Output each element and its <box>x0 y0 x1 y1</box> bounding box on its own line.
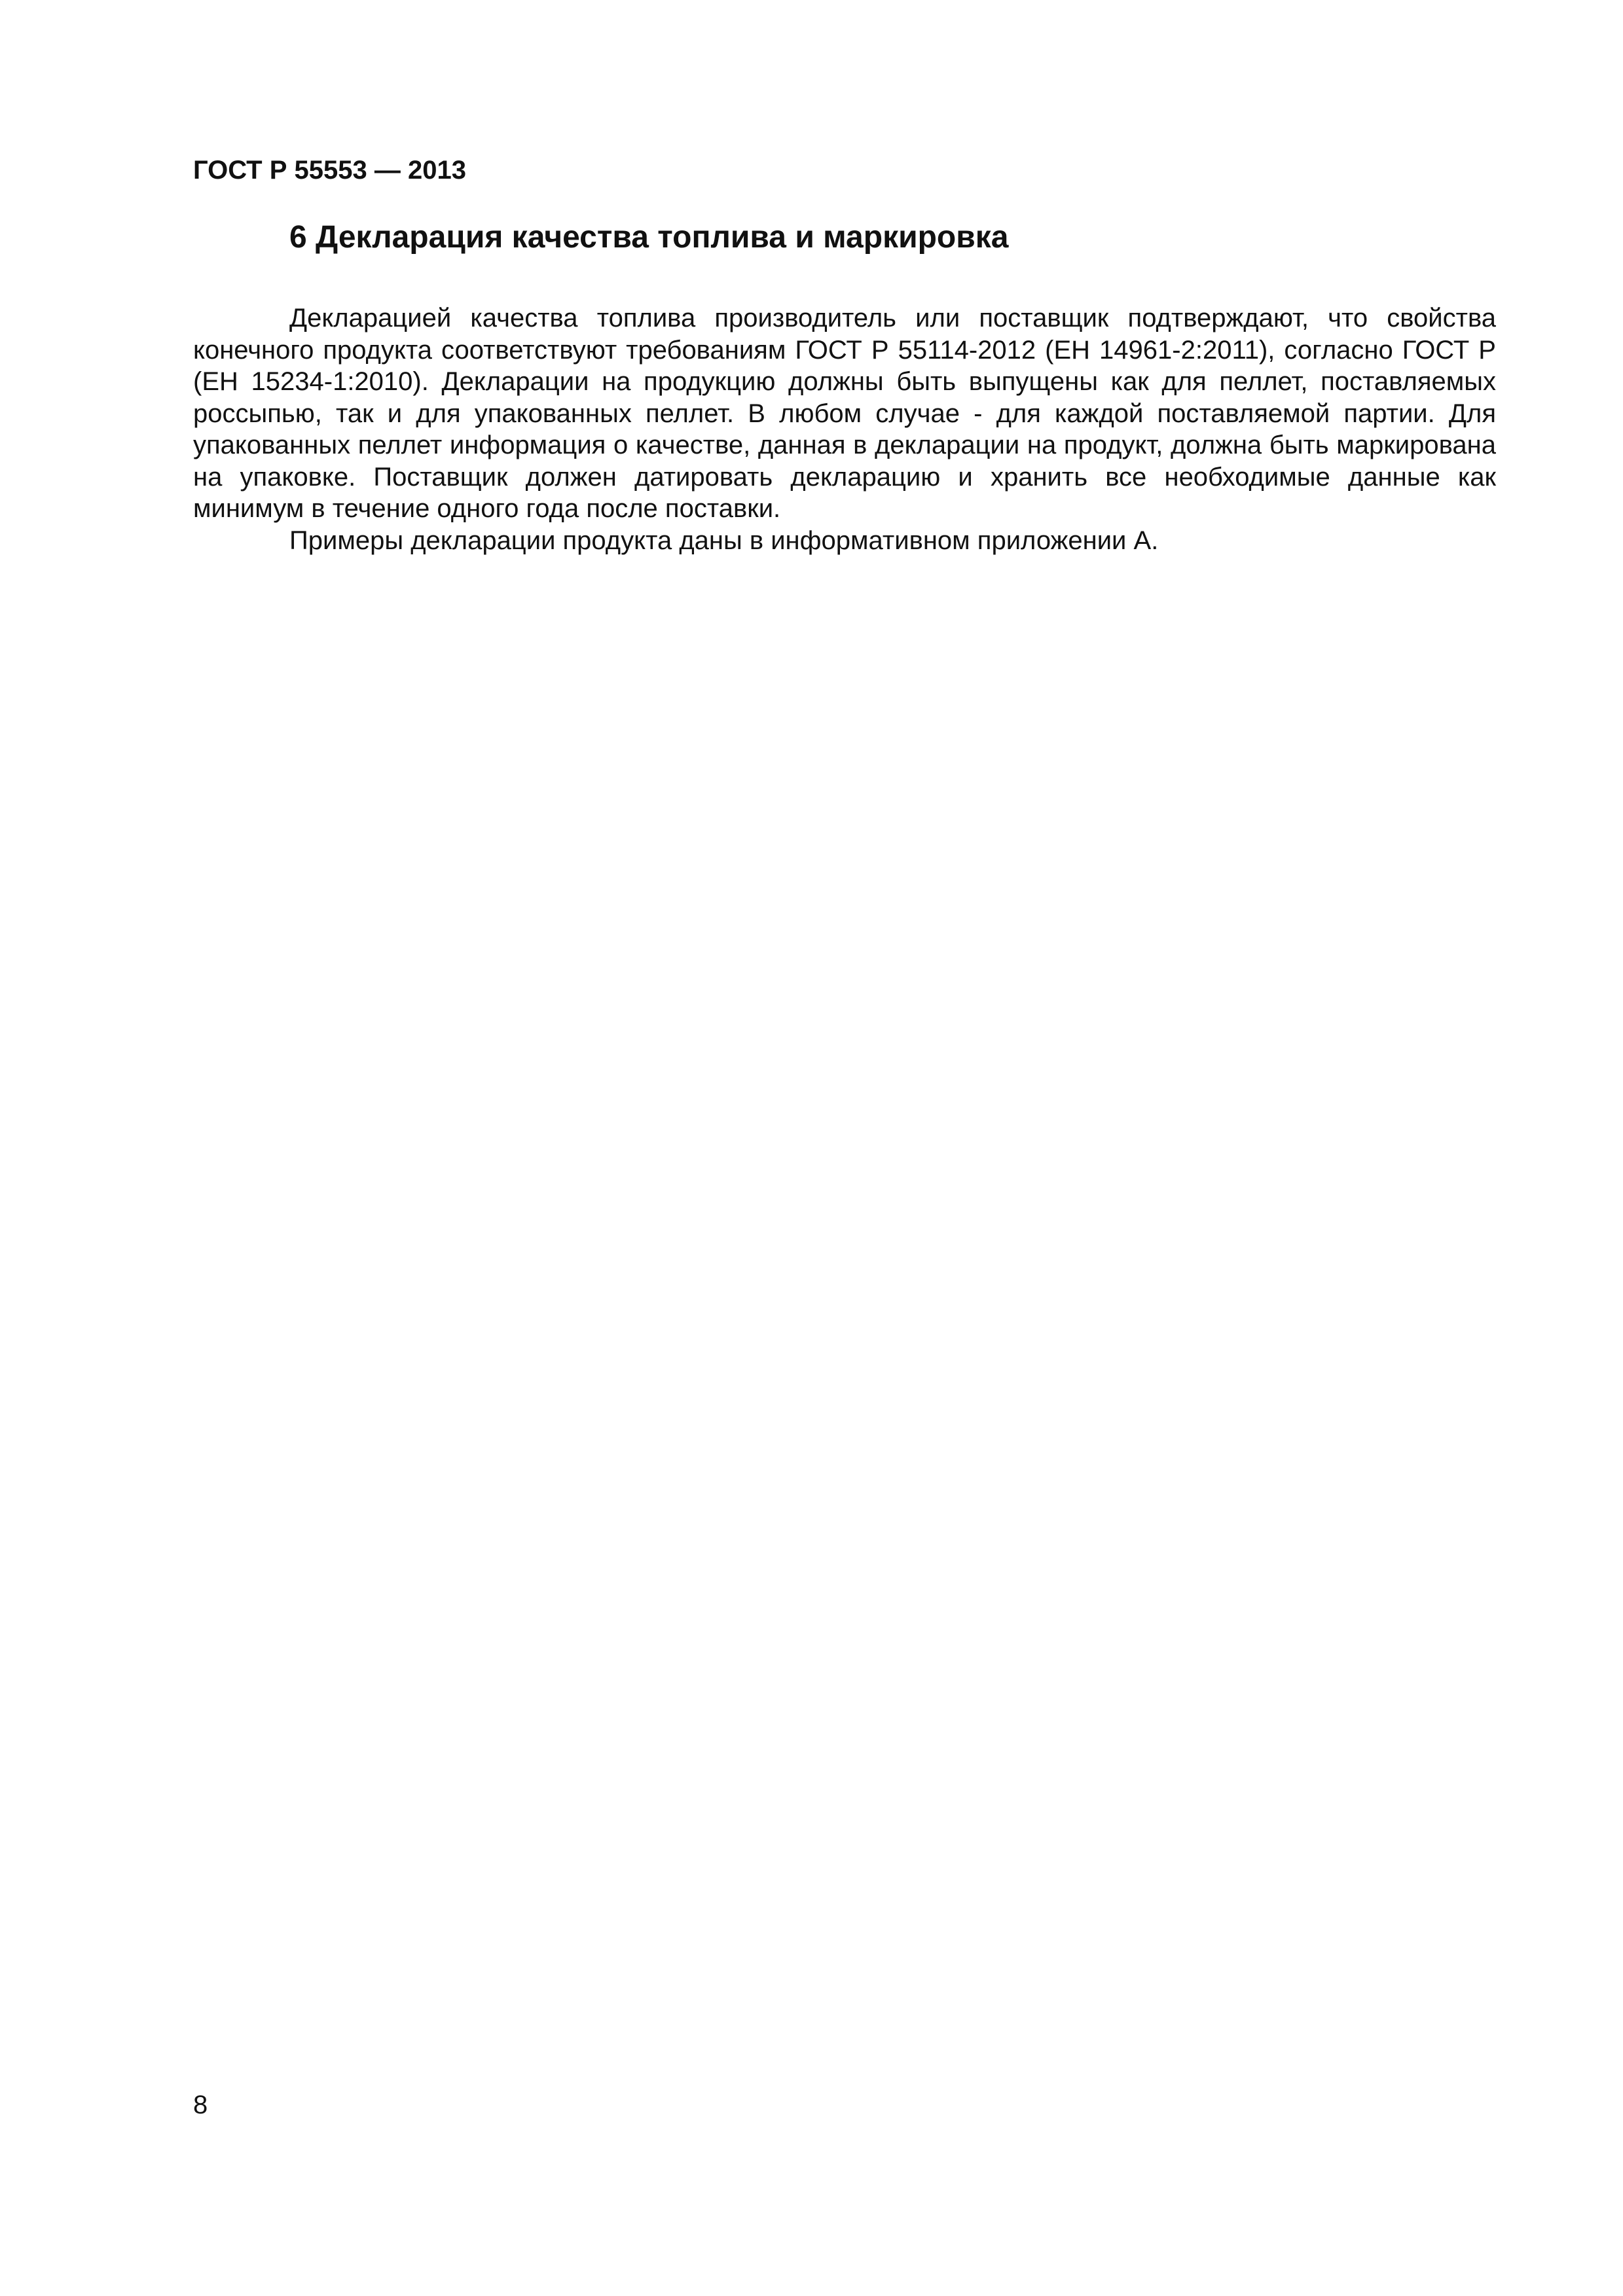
paragraph-declaration: Декларацией качества топлива производитель или поставщик подтверждают, что свойства конечного продукта соответствуют требованиям ГОСТ Р 55114-2012 (ЕН 14961-2:2011), согласно ГОСТ Р (ЕН 15234-1:2010). Декларации на продукцию должны быть выпущены как для пеллет, поставляемых россыпью, так и для упакованных пеллет. В любом случае - для каждой поставляемой партии. Для упакованных пеллет информация о качестве, данная в декларации на продукт, должна быть маркирована на упаковке. Поставщик должен датировать декларацию и хранить все необходимые данные как минимум в течение одного года после поставки. <box>193 304 1496 523</box>
paragraph-examples: Примеры декларации продукта даны в информативном приложении А. <box>289 526 1159 555</box>
page-number: 8 <box>193 2090 208 2119</box>
section-body <box>193 302 1496 556</box>
section-title: 6 Декларация качества топлива и маркировка <box>289 220 1009 255</box>
document-code: ГОСТ Р 55553 — 2013 <box>193 156 466 185</box>
